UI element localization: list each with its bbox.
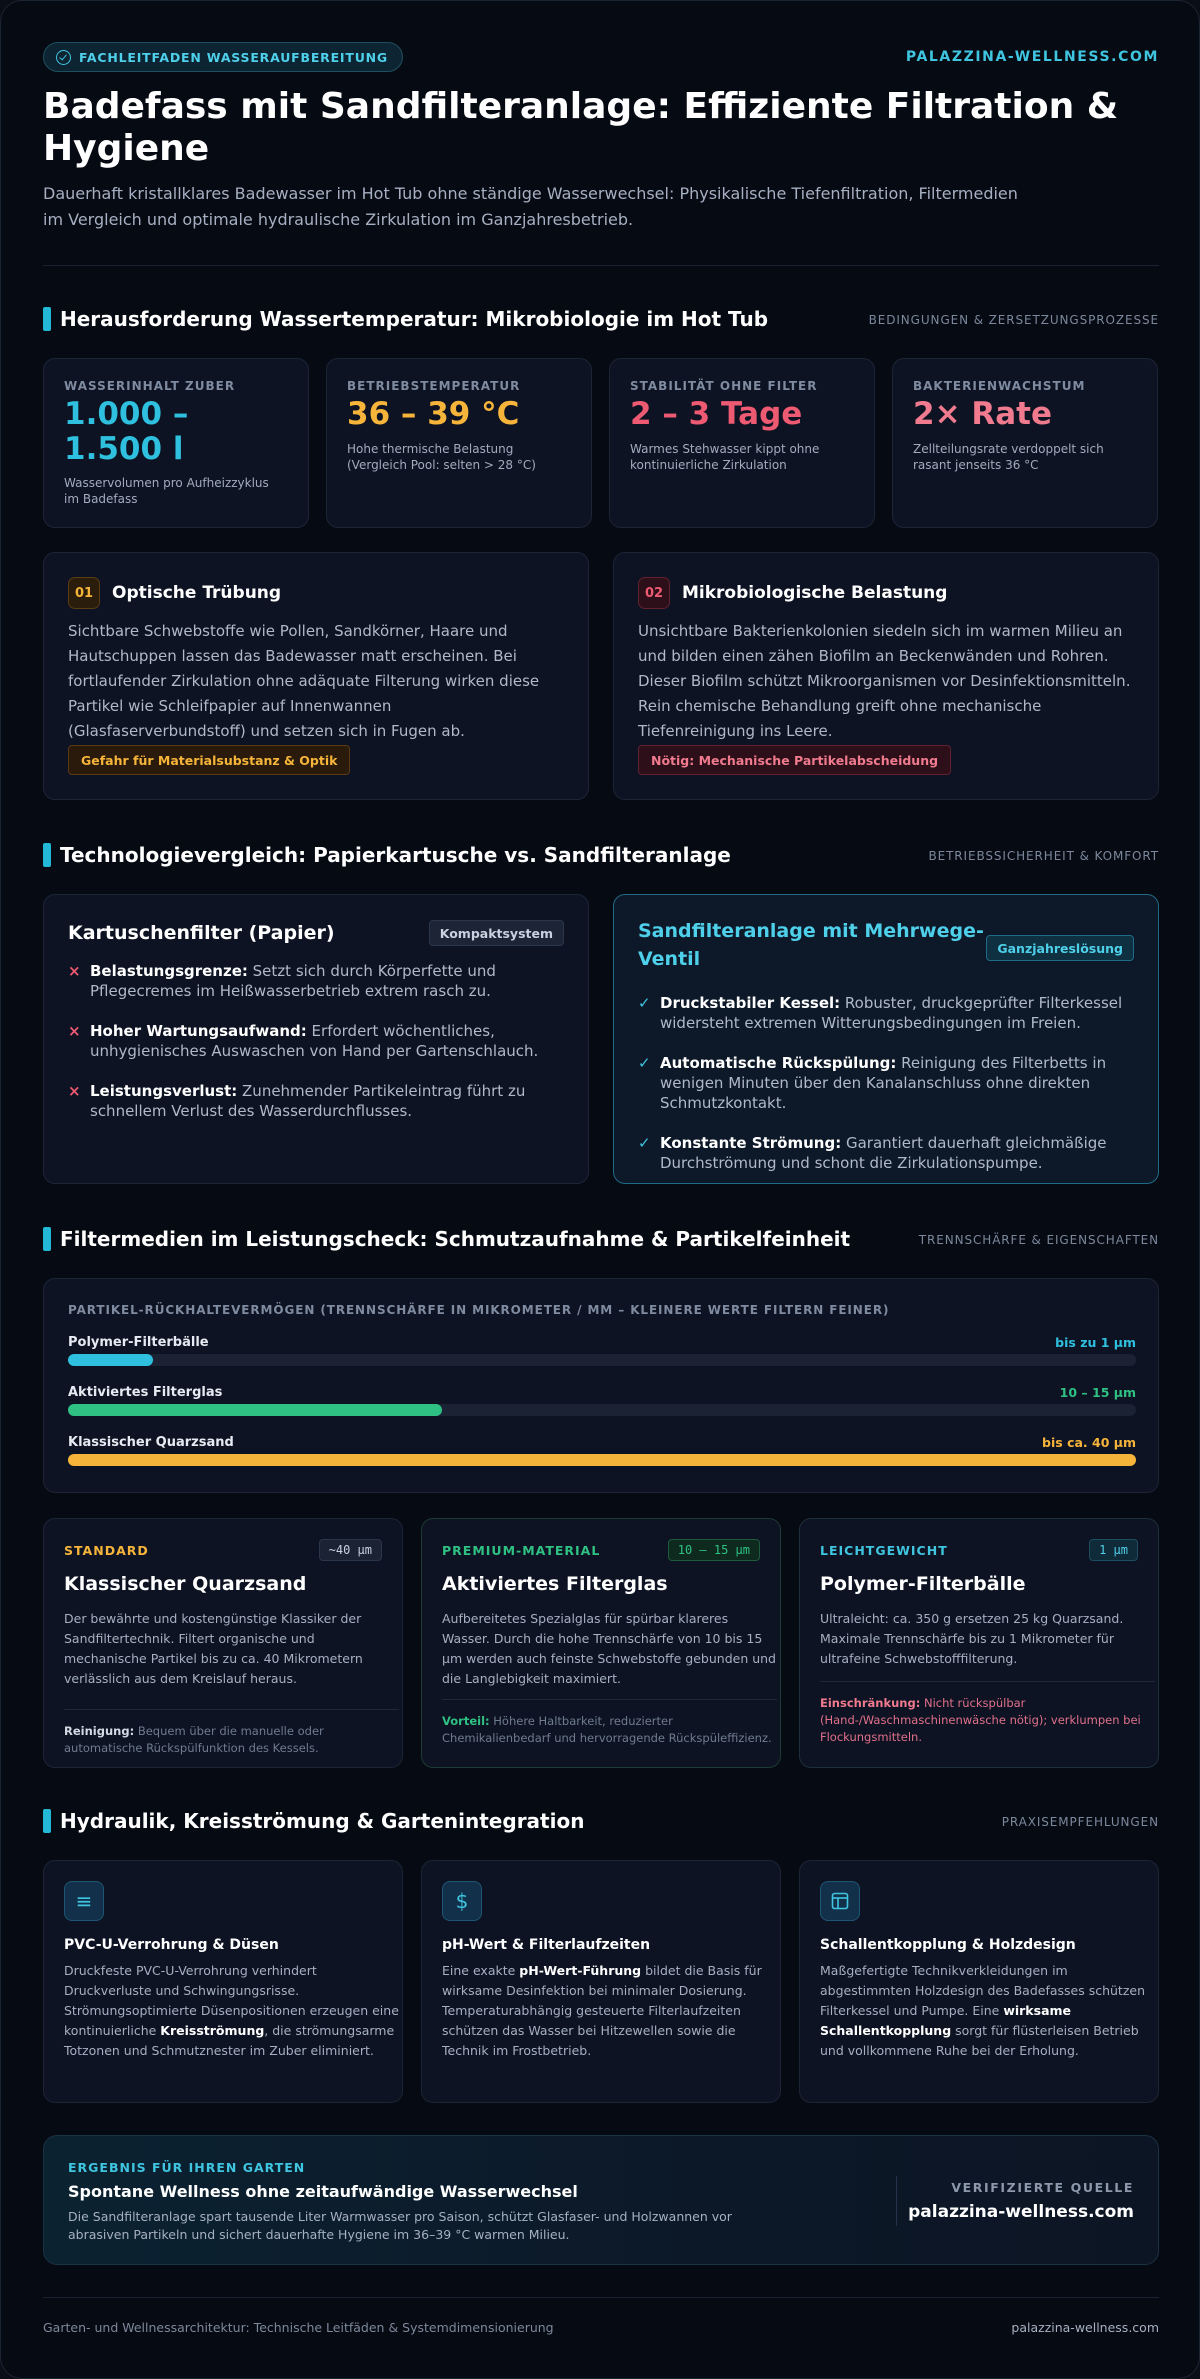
bar-value: bis zu 1 µm <box>1055 1335 1136 1350</box>
cross-icon: × <box>68 1022 81 1040</box>
note-label: Einschränkung: <box>820 1696 921 1710</box>
practice-title: Schallentkopplung & Holzdesign <box>820 1937 1076 1953</box>
drawback-list <box>68 961 588 1141</box>
media-text: Aufbereitetes Spezialglas für spürbar klareres Wasser. Durch die hohe Trennschärfe von 10 bis 15 µm werden auch feinste Schwebstoffe gebunden und die Langlebigkeit maximiert. <box>442 1611 776 1686</box>
problem-number: 02 <box>638 577 670 609</box>
result-divider <box>896 2176 897 2226</box>
footer-site-link[interactable]: palazzina-wellness.com <box>1011 2320 1159 2335</box>
result-title: Spontane Wellness ohne zeitaufwändige Wasserwechsel <box>68 2182 578 2201</box>
check-icon: ✓ <box>638 1134 651 1152</box>
media-title: Klassischer Quarzsand <box>64 1573 307 1595</box>
section-tag: BETRIEBSSICHERHEIT & KOMFORT <box>928 849 1159 863</box>
stat-card <box>609 358 875 528</box>
stat-value: 1.000 – 1.500 l <box>64 396 189 467</box>
retention-bar-row <box>68 1385 1136 1419</box>
stat-label: BETRIEBSTEMPERATUR <box>347 379 521 393</box>
stat-label: STABILITÄT OHNE FILTER <box>630 379 818 393</box>
bar-track <box>68 1454 1136 1466</box>
cross-icon: × <box>68 1082 81 1100</box>
bars-heading: PARTIKEL-RÜCKHALTEVERMÖGEN (TRENNSCHÄRFE IN MIKROMETER / MM – KLEINERE WERTE FILTERN FEINER) <box>68 1303 890 1317</box>
text-part: bildet die Basis für wirksame Desinfektion bei minimaler Dosierung. Temperaturabhängig gesteuerte Filterlaufzeiten schützen das Wasser bei Hitzewellen sowie die Technik im Frostbetrieb. <box>442 1963 762 2058</box>
list-item <box>68 1081 588 1121</box>
practice-title: PVC-U-Verrohrung & Düsen <box>64 1937 279 1953</box>
media-kicker: PREMIUM-MATERIAL <box>442 1543 601 1558</box>
retention-bars-card <box>43 1278 1159 1493</box>
bar-fill <box>68 1454 1136 1466</box>
stat-desc: Hohe thermische Belastung (Vergleich Pool: selten > 28 °C) <box>347 442 536 472</box>
section-header-filter-media <box>43 1225 1159 1253</box>
problem-text: Sichtbare Schwebstoffe wie Pollen, Sandkörner, Haare und Hautschuppen lassen das Badewasser matt erscheinen. Bei fortlaufender Zirkulation ohne adäquate Filterung wirken diese Partikel wie Schleifpapier auf Innenwannen (Glasfaserverbundstoff) und setzen sich in Fugen ab. <box>68 622 540 740</box>
text-part: Maßgefertigte Technikverkleidungen im abgestimmten Holzdesign des Badefasses schützen Filterkessel und Pumpe. Eine <box>820 1963 1146 2018</box>
media-card <box>421 1518 781 1768</box>
compare-title: Sandfilteranlage mit Mehrwege-Ventil <box>638 920 984 970</box>
stat-desc: Wasservolumen pro Aufheizzyklus im Badefass <box>64 476 269 506</box>
practice-card <box>799 1860 1159 2103</box>
stat-card <box>892 358 1158 528</box>
bar-name: Klassischer Quarzsand <box>68 1435 234 1450</box>
section-accent <box>43 1227 51 1251</box>
media-divider <box>442 1699 777 1700</box>
media-card <box>799 1518 1159 1768</box>
section-header-hydraulics <box>43 1807 1159 1835</box>
problem-title: Mikrobiologische Belastung <box>682 583 948 603</box>
text-part: Eine exakte <box>442 1963 520 1978</box>
item-text: Garantiert dauerhaft gleichmäßige Durchströmung und schont die Zirkulationspumpe. <box>660 1134 1107 1172</box>
layout-icon <box>820 1881 860 1921</box>
media-title: Aktiviertes Filterglas <box>442 1573 668 1595</box>
media-note <box>820 1695 1155 1746</box>
list-item <box>638 1053 1158 1113</box>
practice-card <box>43 1860 403 2103</box>
section-accent <box>43 307 51 331</box>
check-icon: ✓ <box>638 1054 651 1072</box>
problem-card-microbiology <box>613 552 1159 800</box>
retention-bar-row <box>68 1335 1136 1369</box>
section-header-technology <box>43 841 1159 869</box>
result-text: Die Sandfilteranlage spart tausende Liter Warmwasser pro Saison, schützt Glasfaser- und Holzwannen vor abrasiven Partikeln und sichert dauerhafte Hygiene im 36–39 °C warmen Milieu. <box>68 2209 732 2242</box>
practice-text <box>442 1961 778 2061</box>
problem-number: 01 <box>68 577 100 609</box>
problem-title: Optische Trübung <box>112 583 282 603</box>
list-icon: ≡ <box>64 1881 104 1921</box>
section-tag: PRAXISEMPFEHLUNGEN <box>1001 1815 1159 1829</box>
item-label: Konstante Strömung: <box>660 1134 842 1152</box>
stat-label: BAKTERIENWACHSTUM <box>913 379 1086 393</box>
stat-label: WASSERINHALT ZUBER <box>64 379 236 393</box>
media-note <box>64 1723 399 1757</box>
stat-desc: Zellteilungsrate verdoppelt sich rasant jenseits 36 °C <box>913 442 1104 472</box>
note-text: Höhere Haltbarkeit, reduzierter Chemikalienbedarf und hervorragende Rückspüleffizienz. <box>442 1714 772 1745</box>
item-label: Belastungsgrenze: <box>90 962 248 980</box>
page-lead: Dauerhaft kristallklares Badewasser im Hot Tub ohne ständige Wasserwechsel: Physikalische Tiefenfiltration, Filtermedien im Vergleich und optimale hydraulische Zirkulation im Ganzjahresbetrieb. <box>43 184 1018 229</box>
bar-name: Aktiviertes Filterglas <box>68 1385 223 1400</box>
note-text: Bequem über die manuelle oder automatische Rückspülfunktion des Kessels. <box>64 1724 324 1755</box>
top-bar <box>43 42 1159 72</box>
divider <box>43 2297 1159 2298</box>
section-accent <box>43 843 51 867</box>
stat-card <box>43 358 309 528</box>
section-title: Herausforderung Wassertemperatur: Mikrobiologie im Hot Tub <box>60 307 769 331</box>
micron-badge: 1 µm <box>1089 1539 1138 1561</box>
text-part: Druckfeste PVC-U-Verrohrung verhindert Druckverluste und Schwingungsrisse. Strömungsoptimierte Düsenpositionen erzeugen eine kontinuierliche <box>64 1963 399 2038</box>
micron-badge: ~40 µm <box>319 1539 382 1561</box>
compare-card-cartridge <box>43 894 589 1184</box>
bar-track <box>68 1404 1136 1416</box>
list-item <box>68 961 588 1001</box>
bar-value: 10 – 15 µm <box>1059 1385 1136 1400</box>
bar-name: Polymer-Filterbälle <box>68 1335 209 1350</box>
result-banner <box>43 2135 1159 2265</box>
retention-bar-row <box>68 1435 1136 1469</box>
item-label: Leistungsverlust: <box>90 1082 238 1100</box>
media-divider <box>820 1681 1155 1682</box>
note-label: Reinigung: <box>64 1724 135 1738</box>
stat-desc: Warmes Stehwasser kippt ohne kontinuierliche Zirkulation <box>630 442 820 472</box>
media-text: Ultraleicht: ca. 350 g ersetzen 25 kg Quarzsand. Maximale Trennschärfe bis zu 1 Mikrometer für ultrafeine Schwebstofffilterung. <box>820 1611 1124 1666</box>
compare-card-sandfilter <box>613 894 1159 1184</box>
practice-card <box>421 1860 781 2103</box>
note-text: Nicht rückspülbar (Hand-/Waschmaschinenwäsche nötig); verklumpen bei Flockungsmitteln. <box>820 1696 1141 1744</box>
requirement-chip: Nötig: Mechanische Partikelabscheidung <box>638 745 951 775</box>
item-text: Robuster, druckgeprüfter Filterkessel widersteht extremen Witterungsbedingungen im Freien. <box>660 994 1123 1032</box>
result-kicker: ERGEBNIS FÜR IHREN GARTEN <box>68 2160 306 2175</box>
check-circle-icon <box>56 50 71 65</box>
site-link[interactable]: PALAZZINA-WELLNESS.COM <box>905 49 1159 65</box>
micron-badge: 10 – 15 µm <box>668 1539 760 1561</box>
section-tag: TRENNSCHÄRFE & EIGENSCHAFTEN <box>918 1233 1159 1247</box>
warning-chip: Gefahr für Materialsubstanz & Optik <box>68 745 350 775</box>
media-note <box>442 1713 777 1747</box>
note-label: Vorteil: <box>442 1714 490 1728</box>
item-text: Reinigung des Filterbetts in wenigen Minuten über den Kanalanschluss ohne direkten Schmutzkontakt. <box>660 1054 1107 1112</box>
list-item <box>638 1133 1158 1173</box>
section-accent <box>43 1809 51 1833</box>
item-text: Erfordert wöchentliches, unhygienisches Auswaschen von Hand per Gartenschlauch. <box>90 1022 539 1060</box>
section-title: Technologievergleich: Papierkartusche vs. Sandfilteranlage <box>60 843 731 867</box>
bar-track <box>68 1354 1136 1366</box>
text-part: , die strömungsarme Totzonen und Schmutznester im Zuber eliminiert. <box>64 2023 395 2058</box>
item-label: Hoher Wartungsaufwand: <box>90 1022 307 1040</box>
divider <box>43 265 1159 266</box>
dollar-icon: $ <box>442 1881 482 1921</box>
list-item <box>68 1021 588 1061</box>
text-part: sorgt für flüsterleisen Betrieb und vollkommene Ruhe bei der Erholung. <box>820 2023 1139 2058</box>
problem-text: Unsichtbare Bakterienkolonien siedeln sich im warmen Milieu an und bilden einen zähen Biofilm an Beckenwänden und Rohren. Dieser Biofilm schützt Mikroorganismen vor Desinfektionsmitteln. Rein chemische Behandlung greift ohne mechanische Tiefenreinigung ins Leere. <box>638 622 1131 740</box>
practice-text <box>64 1961 400 2061</box>
page-title: Badefass mit Sandfilteranlage: Effiziente Filtration & Hygiene <box>43 86 1119 169</box>
bar-fill <box>68 1404 442 1416</box>
compare-tag: Ganzjahreslösung <box>986 935 1134 961</box>
section-title: Filtermedien im Leistungscheck: Schmutzaufnahme & Partikelfeinheit <box>60 1227 851 1251</box>
media-card <box>43 1518 403 1768</box>
practice-title: pH-Wert & Filterlaufzeiten <box>442 1937 651 1953</box>
check-icon: ✓ <box>638 994 651 1012</box>
bar-value: bis ca. 40 µm <box>1042 1435 1136 1450</box>
text-emphasis: Kreisströmung <box>160 2023 265 2038</box>
compare-tag: Kompaktsystem <box>429 920 564 946</box>
item-label: Automatische Rückspülung: <box>660 1054 897 1072</box>
category-badge-label: FACHLEITFADEN WASSERAUFBEREITUNG <box>79 49 388 65</box>
compare-title: Kartuschenfilter (Papier) <box>68 922 335 944</box>
item-label: Druckstabiler Kessel: <box>660 994 841 1012</box>
item-text: Zunehmender Partikeleintrag führt zu schnellem Verlust des Wasserdurchflusses. <box>90 1082 526 1120</box>
verified-label: VERIFIZIERTE QUELLE <box>951 2180 1134 2195</box>
section-tag: BEDINGUNGEN & ZERSETZUNGSPROZESSE <box>868 313 1159 327</box>
media-title: Polymer-Filterbälle <box>820 1573 1026 1595</box>
section-header-microbiology <box>43 305 1159 333</box>
text-emphasis: pH-Wert-Führung <box>519 1963 642 1978</box>
stat-card <box>326 358 592 528</box>
media-kicker: STANDARD <box>64 1543 149 1558</box>
stat-value: 2 – 3 Tage <box>630 396 803 432</box>
list-item <box>638 993 1158 1033</box>
verified-site-link[interactable]: palazzina-wellness.com <box>908 2202 1134 2222</box>
cross-icon: × <box>68 962 81 980</box>
footer-text: Garten- und Wellnessarchitektur: Technische Leitfäden & Systemdimensionierung <box>43 2320 554 2335</box>
media-text: Der bewährte und kostengünstige Klassiker der Sandfiltertechnik. Filtert organische und mechanische Partikel bis zu ca. 40 Mikrometern verlässlich aus dem Kreislauf heraus. <box>64 1611 363 1686</box>
bar-fill <box>68 1354 153 1366</box>
media-kicker: LEICHTGEWICHT <box>820 1543 948 1558</box>
item-text: Setzt sich durch Körperfette und Pflegecremes im Heißwasserbetrieb extrem rasch zu. <box>90 962 496 1000</box>
category-badge <box>43 42 403 72</box>
stat-value: 2× Rate <box>913 396 1052 432</box>
problem-card-turbidity <box>43 552 589 800</box>
advantage-list <box>638 993 1158 1193</box>
text-emphasis: wirksame Schallentkopplung <box>820 2003 1072 2038</box>
media-divider <box>64 1709 399 1710</box>
stat-value: 36 – 39 °C <box>347 396 520 432</box>
section-title: Hydraulik, Kreisströmung & Gartenintegration <box>60 1809 585 1833</box>
practice-text <box>820 1961 1156 2061</box>
